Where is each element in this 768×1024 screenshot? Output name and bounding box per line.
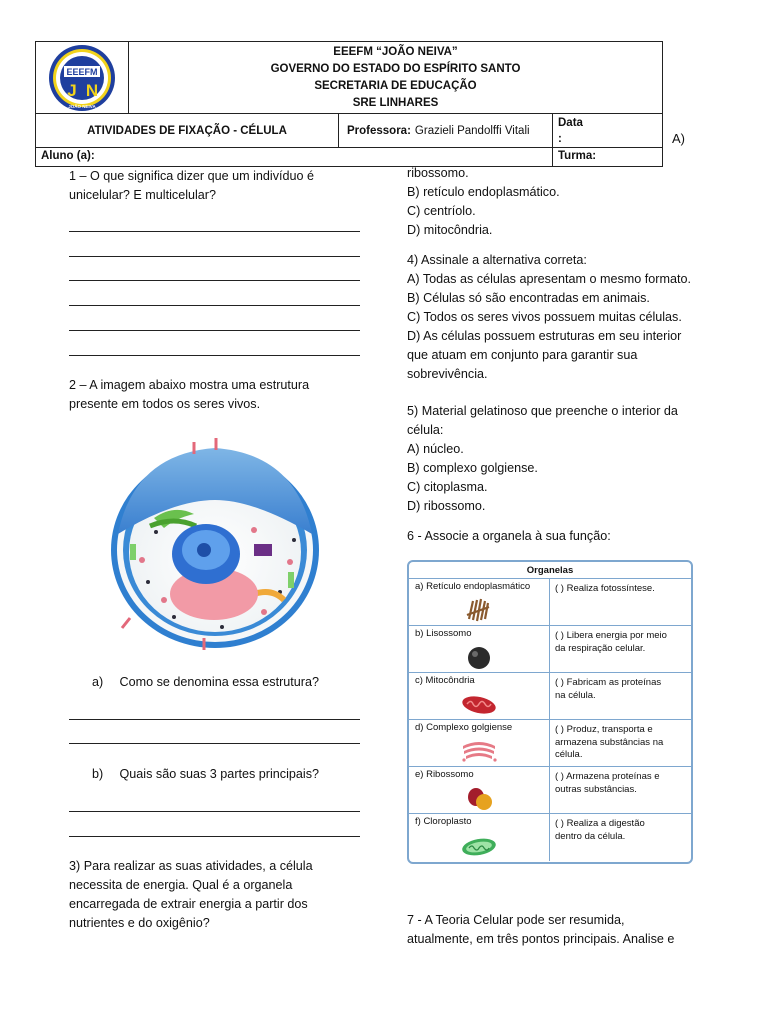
function-text: ( ) Fabricam as proteínas — [555, 677, 662, 688]
question-2b-marker: b) — [92, 767, 104, 781]
option-continuation: que atuam em conjunto para garantir sua — [407, 348, 638, 362]
organelle-name: a) Retículo endoplasmático — [415, 581, 531, 592]
school-name: EEEFM “JOÃO NEIVA” — [333, 45, 458, 58]
option[interactable]: B) Células só são encontradas em animais. — [407, 291, 650, 305]
header-middle-row — [36, 114, 662, 148]
question-2b — [92, 765, 319, 784]
question-7-line: atualmente, em três pontos principais. Analise e — [407, 932, 675, 946]
question-2b-text: Quais são suas 3 partes principais? — [119, 767, 320, 781]
function-text: armazena substâncias na — [555, 736, 664, 748]
question-5-stem: 5) Material gelatinoso que preenche o interior da — [407, 404, 678, 418]
question-7-line: 7 - A Teoria Celular pode ser resumida, — [407, 913, 625, 927]
answer-line[interactable] — [69, 719, 360, 720]
option[interactable]: D) mitocôndria. — [407, 223, 493, 237]
organelle-name: b) Lisossomo — [415, 628, 472, 639]
question-2-line: 2 – A imagem abaixo mostra uma estrutura — [69, 378, 310, 392]
question-7 — [407, 911, 674, 949]
institution-block — [129, 42, 662, 113]
svg-text:EEEFM: EEEFM — [66, 66, 98, 77]
header-top-row — [36, 42, 662, 114]
option[interactable]: C) citoplasma. — [407, 480, 488, 494]
option[interactable]: B) retículo endoplasmático. — [407, 185, 560, 199]
table-row — [409, 767, 691, 814]
question-1-line: unicelular? E multicelular? — [69, 188, 216, 202]
organelle-name: e) Ribossomo — [415, 769, 474, 780]
answer-line[interactable] — [69, 355, 360, 356]
organelle-name: c) Mitocôndria — [415, 675, 475, 686]
question-6: 6 - Associe a organela à sua função: — [407, 529, 611, 543]
option[interactable]: ribossomo. — [407, 166, 469, 180]
table-row — [409, 579, 691, 626]
teacher-name: Grazieli Pandolffi Vitali — [414, 124, 530, 137]
header-bottom-row — [36, 148, 662, 166]
table-row — [409, 626, 691, 673]
question-3 — [69, 857, 313, 933]
animal-cell-image — [104, 422, 326, 660]
ribosome-icon — [459, 783, 499, 811]
mitochondria-icon — [459, 689, 499, 717]
organelle-cell — [409, 720, 550, 766]
table-row — [409, 673, 691, 720]
option[interactable]: D) ribossomo. — [407, 499, 486, 513]
function-cell[interactable] — [550, 767, 691, 813]
function-cell[interactable] — [550, 720, 691, 766]
option[interactable]: D) As células possuem estruturas em seu interior — [407, 329, 682, 343]
golgi-icon — [459, 736, 499, 764]
region-name: SRE LINHARES — [352, 96, 439, 109]
function-text: ( ) Produz, transporta e — [555, 724, 653, 735]
answer-line[interactable] — [69, 330, 360, 331]
function-text: na célula. — [555, 689, 596, 701]
option-continuation: sobrevivência. — [407, 367, 488, 381]
organelle-cell — [409, 626, 550, 672]
organelle-cell — [409, 579, 550, 625]
option[interactable]: A) Todas as células apresentam o mesmo formato. — [407, 272, 691, 286]
svg-text:N: N — [85, 80, 99, 100]
answer-line[interactable] — [69, 305, 360, 306]
answer-line[interactable] — [69, 743, 360, 744]
government-name: GOVERNO DO ESTADO DO ESPÍRITO SANTO — [270, 62, 521, 75]
question-3-line: encarregada de extrair energia a partir dos — [69, 897, 308, 911]
question-4-stem: 4) Assinale a alternativa correta: — [407, 253, 587, 267]
stray-option-marker: A) — [672, 131, 685, 146]
question-3-options — [407, 164, 560, 240]
svg-text:JOÃO NEIVA: JOÃO NEIVA — [68, 103, 96, 109]
question-1 — [69, 167, 314, 205]
header-table — [35, 41, 663, 167]
table-row — [409, 814, 691, 861]
organelle-cell — [409, 814, 550, 861]
student-name-field[interactable]: Aluno (a): — [36, 148, 553, 166]
svg-text:J: J — [67, 80, 77, 100]
question-3-line: 3) Para realizar as suas atividades, a célula — [69, 859, 313, 873]
function-text: da respiração celular. — [555, 642, 646, 654]
organelle-table — [407, 560, 693, 864]
question-3-line: nutrientes e do oxigênio? — [69, 916, 210, 930]
function-text: dentro da célula. — [555, 830, 626, 842]
school-logo — [45, 44, 119, 112]
answer-line[interactable] — [69, 231, 360, 232]
function-cell[interactable] — [550, 579, 691, 625]
function-text: outras substâncias. — [555, 783, 637, 795]
function-text: ( ) Realiza a digestão — [555, 818, 645, 829]
organelle-cell — [409, 767, 550, 813]
school-logo-cell — [36, 42, 129, 113]
question-2a-text: Como se denomina essa estrutura? — [119, 675, 320, 689]
function-cell[interactable] — [550, 626, 691, 672]
date-label: Data — [558, 117, 583, 129]
function-text: célula. — [555, 749, 583, 760]
question-2 — [69, 376, 309, 414]
date-field[interactable] — [553, 114, 662, 147]
question-3-line: necessita de energia. Qual é a organela — [69, 878, 293, 892]
function-text: ( ) Armazena proteínas e — [555, 771, 660, 782]
answer-line[interactable] — [69, 836, 360, 837]
question-5 — [407, 402, 678, 516]
question-1-line: 1 – O que significa dizer que um indivíduo é — [69, 169, 315, 183]
chloroplast-icon — [459, 830, 499, 858]
function-text: ( ) Libera energia por meio — [555, 630, 667, 641]
class-field[interactable]: Turma: — [558, 150, 597, 162]
teacher-cell — [339, 114, 553, 147]
organelle-name: d) Complexo golgiense — [415, 722, 513, 733]
date-colon: : — [558, 133, 562, 145]
secretariat-name: SECRETARIA DE EDUCAÇÃO — [314, 79, 477, 92]
answer-line[interactable] — [69, 256, 360, 257]
teacher-label: Professora: — [347, 124, 411, 137]
function-text: ( ) Realiza fotossíntese. — [555, 583, 655, 594]
function-cell[interactable] — [550, 814, 691, 861]
answer-line[interactable] — [69, 811, 360, 812]
question-4 — [407, 251, 691, 384]
question-2a — [92, 673, 319, 692]
question-5-stem: célula: — [407, 423, 444, 437]
question-2a-marker: a) — [92, 675, 104, 689]
reticulum-icon — [459, 595, 499, 623]
organelle-name: f) Cloroplasto — [415, 816, 472, 827]
organelle-cell — [409, 673, 550, 719]
answer-line[interactable] — [69, 280, 360, 281]
option[interactable]: C) Todos os seres vivos possuem muitas células. — [407, 310, 682, 324]
option[interactable]: C) centríolo. — [407, 204, 476, 218]
table-row — [409, 720, 691, 767]
activity-title: ATIVIDADES DE FIXAÇÃO - CÉLULA — [36, 114, 339, 147]
lysosome-icon — [459, 642, 499, 670]
organelle-table-title: Organelas — [409, 562, 691, 579]
function-cell[interactable] — [550, 673, 691, 719]
option[interactable]: B) complexo golgiense. — [407, 461, 538, 475]
option[interactable]: A) núcleo. — [407, 442, 464, 456]
question-2-line: presente em todos os seres vivos. — [69, 397, 261, 411]
